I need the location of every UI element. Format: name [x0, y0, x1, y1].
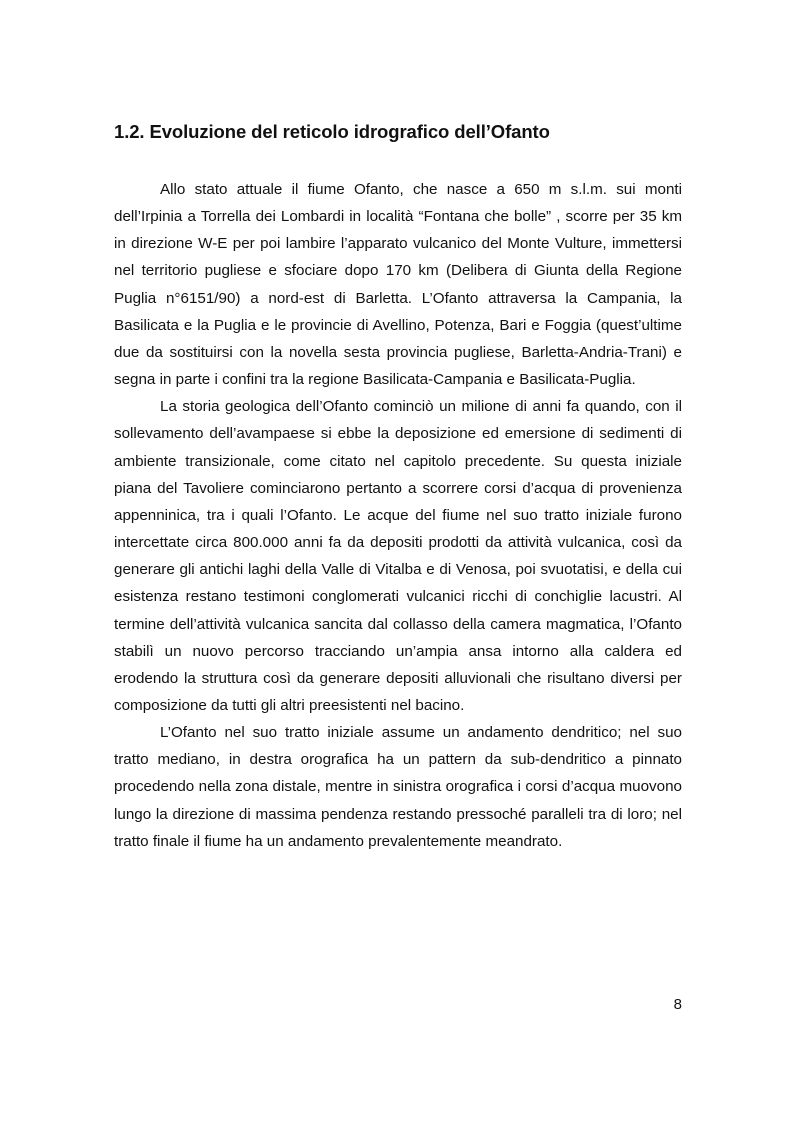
page-number: 8 — [673, 996, 682, 1013]
paragraph-3: L’Ofanto nel suo tratto iniziale assume un andamento dendritico; nel suo tratto mediano, in destra orografica ha un pattern da sub-dendritico a pinnato procedendo nella zona distale, mentre in sinistra orografica i corsi d’acqua muovono lungo la direzione di massima pendenza restando pressoché paralleli tra di loro; nel tratto finale il fiume ha un andamento prevalentemente meandrato. — [114, 724, 682, 850]
paragraph-2: La storia geologica dell’Ofanto cominciò un milione di anni fa quando, con il sollevamento dell’avampaese si ebbe la deposizione ed emersione di sedimenti di ambiente transizionale, come citato nel capitolo precedente. Su questa iniziale piana del Tavoliere cominciarono pertanto a scorrere corsi d’acqua di provenienza appenninica, tra i quali l’Ofanto. Le acque del fiume nel suo tratto iniziale furono intercettate circa 800.000 anni fa da depositi prodotti da attività vulcanica, così da generare gli antichi laghi della Valle di Vitalba e di Venosa, poi svuotatisi, e della cui esistenza restano testimoni conglomerati vulcanici ricchi di conchiglie lacustri. Al termine dell’attività vulcanica sancita dal collasso della camera magmatica, l’Ofanto stabilì un nuovo percorso tracciando un’ampia ansa intorno alla caldera ed erodendo la struttura così da generare depositi alluvionali che risultano diversi per composizione da tutti gli altri preesistenti nel bacino. — [114, 398, 682, 714]
body-text — [114, 176, 682, 855]
paragraph-1: Allo stato attuale il fiume Ofanto, che nasce a 650 m s.l.m. sui monti dell’Irpinia a Torrella dei Lombardi in località “Fontana che bolle” , scorre per 35 km in direzione W-E per poi lambire l’apparato vulcanico del Monte Vulture, immettersi nel territorio pugliese e sfociare dopo 170 km (Delibera di Giunta della Regione Puglia n°6151/90) a nord-est di Barletta. L’Ofanto attraversa la Campania, la Basilicata e la Puglia e le provincie di Avellino, Potenza, Bari e Foggia (quest’ultime due da sostituirsi con la novella sesta provincia pugliese, Barletta-Andria-Trani) e segna in parte i confini tra la regione Basilicata-Campania e Basilicata-Puglia. — [114, 181, 682, 389]
section-heading: 1.2. Evoluzione del reticolo idrografico dell’Ofanto — [114, 121, 550, 142]
